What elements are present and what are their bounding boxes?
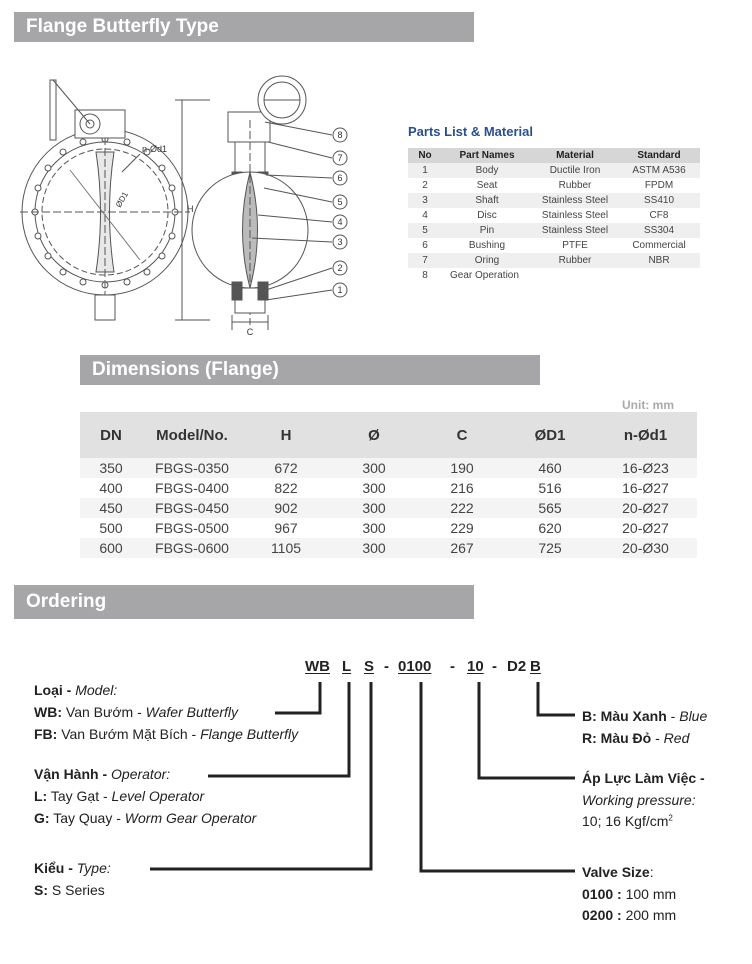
- d1-cell: 725: [506, 538, 594, 558]
- code-dash: -: [450, 658, 455, 675]
- c-cell: 267: [418, 538, 506, 558]
- model-label: Loại - Model:: [34, 682, 118, 698]
- c-dimension-label: C: [246, 327, 254, 337]
- dn-cell: 350: [80, 458, 142, 478]
- operator-label: Vận Hành - Operator:: [34, 766, 171, 782]
- code-size: 0100: [398, 658, 432, 675]
- callout-3: 3: [337, 237, 343, 247]
- dims-header: C: [418, 412, 506, 458]
- part-name: Gear Operation: [442, 268, 700, 283]
- dims-header: DN: [80, 412, 142, 458]
- dia-cell: 300: [330, 518, 418, 538]
- part-material: PTFE: [532, 238, 618, 253]
- dia-cell: 300: [330, 478, 418, 498]
- type-s: S: S Series: [34, 882, 105, 898]
- dn-cell: 450: [80, 498, 142, 518]
- parts-header: Standard: [618, 148, 700, 163]
- part-no: 2: [408, 178, 442, 193]
- model-fb: FB: Van Bướm Mặt Bích - Flange Butterfly: [34, 726, 299, 742]
- unit-label: Unit: mm: [622, 398, 674, 412]
- code-wb: WB: [305, 658, 330, 675]
- color-red: R: Màu Đỏ - Red: [582, 730, 690, 746]
- dims-header: n-Ød1: [594, 412, 697, 458]
- dn-cell: 600: [80, 538, 142, 558]
- model-wb: WB: Van Bướm - Wafer Butterfly: [34, 704, 238, 720]
- part-standard: CF8: [618, 208, 700, 223]
- d1-cell: 516: [506, 478, 594, 498]
- part-material: Ductile Iron: [532, 163, 618, 178]
- h-cell: 1105: [242, 538, 330, 558]
- parts-header: Part Names: [442, 148, 532, 163]
- callout-6: 6: [337, 173, 343, 183]
- dims-header: H: [242, 412, 330, 458]
- flange-butterfly-banner: Flange Butterfly Type: [14, 12, 474, 42]
- d1-cell: 565: [506, 498, 594, 518]
- dimensions-banner: Dimensions (Flange): [80, 355, 540, 385]
- part-material: Rubber: [532, 253, 618, 268]
- pressure-label-en: Working pressure:: [582, 792, 696, 808]
- size-0100: 0100 : 100 mm: [582, 886, 677, 902]
- h-cell: 967: [242, 518, 330, 538]
- code-d2: D2: [507, 658, 527, 675]
- ordering-banner: Ordering: [14, 585, 474, 619]
- dims-header: Ø: [330, 412, 418, 458]
- pressure-values: 10; 16 Kgf/$cm^2$: [582, 813, 673, 829]
- nd1-cell: 16-Ø27: [594, 478, 697, 498]
- part-name: Body: [442, 163, 532, 178]
- c-cell: 229: [418, 518, 506, 538]
- c-cell: 190: [418, 458, 506, 478]
- dia-cell: 300: [330, 458, 418, 478]
- parts-header: Material: [532, 148, 618, 163]
- part-name: Shaft: [442, 193, 532, 208]
- model-cell: FBGS-0450: [142, 498, 242, 518]
- code-color: B: [530, 658, 541, 675]
- color-blue: B: Màu Xanh - Blue: [582, 708, 708, 724]
- callout-8: 8: [337, 130, 343, 140]
- part-name: Oring: [442, 253, 532, 268]
- part-no: 4: [408, 208, 442, 223]
- code-pressure: 10: [467, 658, 484, 675]
- nd1-cell: 20-Ø30: [594, 538, 697, 558]
- callout-5: 5: [337, 197, 343, 207]
- callout-2: 2: [337, 263, 343, 273]
- code-dash: -: [384, 658, 389, 675]
- operator-g: G: Tay Quay - Worm Gear Operator: [34, 810, 257, 826]
- part-standard: NBR: [618, 253, 700, 268]
- callout-1: 1: [337, 285, 343, 295]
- part-name: Seat: [442, 178, 532, 193]
- dia-cell: 300: [330, 538, 418, 558]
- part-standard: FPDM: [618, 178, 700, 193]
- model-cell: FBGS-0500: [142, 518, 242, 538]
- callout-7: 7: [337, 153, 343, 163]
- code-dash: -: [492, 658, 497, 675]
- part-standard: Commercial: [618, 238, 700, 253]
- bolt-holes-label: n-Ød1: [142, 144, 168, 154]
- nd1-cell: 16-Ø23: [594, 458, 697, 478]
- dims-header: ØD1: [506, 412, 594, 458]
- h-cell: 822: [242, 478, 330, 498]
- model-cell: FBGS-0400: [142, 478, 242, 498]
- type-label: Kiểu - Type:: [34, 860, 111, 876]
- d1-cell: 460: [506, 458, 594, 478]
- part-name: Disc: [442, 208, 532, 223]
- part-no: 5: [408, 223, 442, 238]
- part-standard: SS410: [618, 193, 700, 208]
- nd1-cell: 20-Ø27: [594, 498, 697, 518]
- part-standard: SS304: [618, 223, 700, 238]
- h-cell: 902: [242, 498, 330, 518]
- parts-header: No: [408, 148, 442, 163]
- part-name: Bushing: [442, 238, 532, 253]
- part-no: 8: [408, 268, 442, 283]
- dn-cell: 500: [80, 518, 142, 538]
- part-no: 1: [408, 163, 442, 178]
- part-material: Stainless Steel: [532, 223, 618, 238]
- size-label: Valve Size:: [582, 864, 654, 880]
- c-cell: 222: [418, 498, 506, 518]
- operator-l: L: Tay Gạt - Level Operator: [34, 788, 205, 804]
- dims-header: Model/No.: [142, 412, 242, 458]
- part-no: 3: [408, 193, 442, 208]
- bolt-circle-label: ØD1: [113, 190, 130, 209]
- model-cell: FBGS-0350: [142, 458, 242, 478]
- parts-list-title: Parts List & Material: [408, 124, 533, 139]
- part-standard: ASTM A536: [618, 163, 700, 178]
- dia-cell: 300: [330, 498, 418, 518]
- h-cell: 672: [242, 458, 330, 478]
- height-label: H: [187, 204, 194, 214]
- size-0200: 0200 : 200 mm: [582, 907, 677, 923]
- part-material: Rubber: [532, 178, 618, 193]
- part-name: Pin: [442, 223, 532, 238]
- c-cell: 216: [418, 478, 506, 498]
- part-material: Stainless Steel: [532, 208, 618, 223]
- part-no: 7: [408, 253, 442, 268]
- pressure-label: Áp Lực Làm Việc -: [582, 770, 705, 786]
- model-cell: FBGS-0600: [142, 538, 242, 558]
- dn-cell: 400: [80, 478, 142, 498]
- part-material: Stainless Steel: [532, 193, 618, 208]
- nd1-cell: 20-Ø27: [594, 518, 697, 538]
- part-no: 6: [408, 238, 442, 253]
- callout-4: 4: [337, 217, 343, 227]
- code-l: L: [342, 658, 352, 675]
- d1-cell: 620: [506, 518, 594, 538]
- code-s: S: [364, 658, 375, 675]
